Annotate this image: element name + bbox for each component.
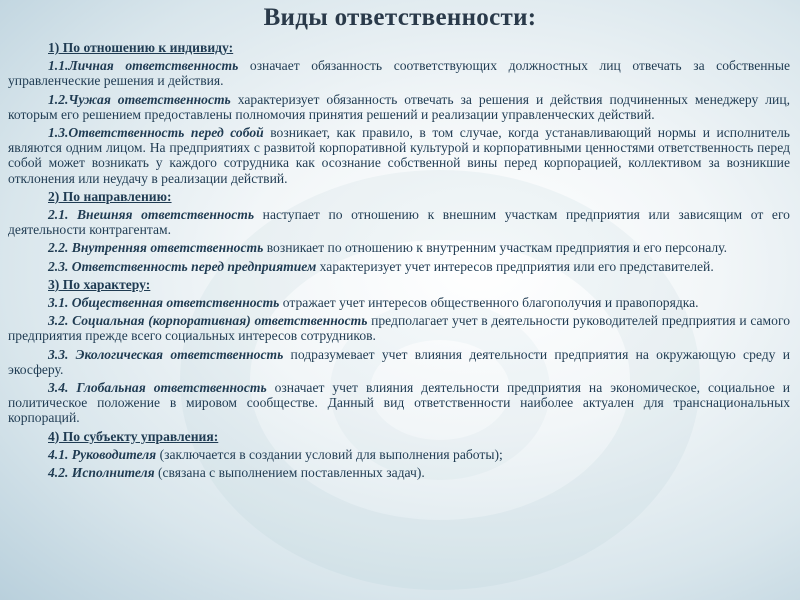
item-term: 4.2. Исполнителя	[48, 465, 155, 481]
list-item	[8, 313, 790, 343]
item-term: 2.1. Внешняя ответственность	[48, 207, 255, 223]
slide-content	[8, 38, 790, 483]
item-text: возникает, как правило, в том случае, когда устанавливающий нормы и исполнитель являются одним лицом. На предприятиях с развитой корпоративной культурой и корпоративными ценностями ответственность перед собой может возникать у каждого сотрудника как осознание собственной вины перед корпорацией, коллективом за возникшие отклонения или неудачу в реализации действий.	[8, 125, 790, 186]
list-item	[8, 240, 790, 255]
item-text: означает обязанность соответствующих должностных лиц отвечать за собственные управленческие решения и действия.	[8, 58, 790, 89]
section-heading: 1) По отношению к индивиду:	[48, 40, 234, 55]
item-text: означает учет влияния деятельности предприятия на экономическое, социальное и политическое положение в мировом сообществе. Данный вид ответственности наиболее актуален для транснациональных корпораций.	[8, 380, 790, 426]
list-item	[8, 465, 790, 480]
item-term: 2.2. Внутренняя ответственность	[48, 240, 264, 256]
section-heading: 4) По субъекту управления:	[48, 428, 219, 444]
item-term: 3.4. Глобальная ответственность	[48, 380, 267, 396]
item-term: 3.3. Экологическая ответственность	[48, 346, 284, 362]
list-item	[8, 380, 790, 426]
item-text: характеризует учет интересов предприятия или его представителей.	[316, 258, 714, 274]
list-item	[8, 58, 790, 88]
list-item	[8, 125, 790, 186]
section-heading: 2) По направлению:	[48, 188, 172, 204]
section-heading: 3) По характеру:	[48, 276, 151, 292]
list-item	[8, 295, 790, 310]
item-text: (заключается в создании условий для выполнения работы);	[156, 446, 503, 462]
item-term: 3.1. Общественная ответственность	[48, 295, 280, 311]
item-term: 4.1. Руководителя	[48, 446, 157, 462]
item-term: 1.1.Личная ответственность	[48, 58, 239, 74]
item-term: 1.3.Ответственность перед собой	[48, 125, 264, 141]
item-text: предполагает учет в деятельности руководителей предприятия и самого предприятия прежде всего социальных интересов сотрудников.	[8, 313, 790, 344]
item-term: 2.3. Ответственность перед предприятием	[48, 258, 317, 274]
item-term: 3.2. Социальная (корпоративная) ответственность	[48, 313, 368, 329]
list-item	[8, 447, 790, 462]
list-item	[8, 259, 790, 274]
list-item	[8, 347, 790, 377]
list-item	[8, 92, 790, 122]
item-text: возникает по отношению к внутренним участкам предприятия и его персоналу.	[263, 240, 728, 256]
list-item	[8, 207, 790, 237]
item-text: наступает по отношению к внешним участкам предприятия или зависящим от его деятельности контрагентам.	[8, 207, 790, 238]
item-text: отражает учет интересов общественного благополучия и правопорядка.	[279, 295, 699, 311]
item-text: подразумевает учет влияния деятельности предприятия на окружающую среду и экосферу.	[8, 346, 790, 377]
item-term: 1.2.Чужая ответственность	[48, 91, 231, 107]
slide-title: Виды ответственности:	[263, 4, 537, 31]
item-text: (связана с выполнением поставленных задач).	[154, 465, 425, 481]
item-text: характеризует обязанность отвечать за решения и действия подчиненных менеджеру лиц, которым его решением предоставлены полномочия принятия решений и реализации управленческих действий.	[8, 91, 790, 122]
